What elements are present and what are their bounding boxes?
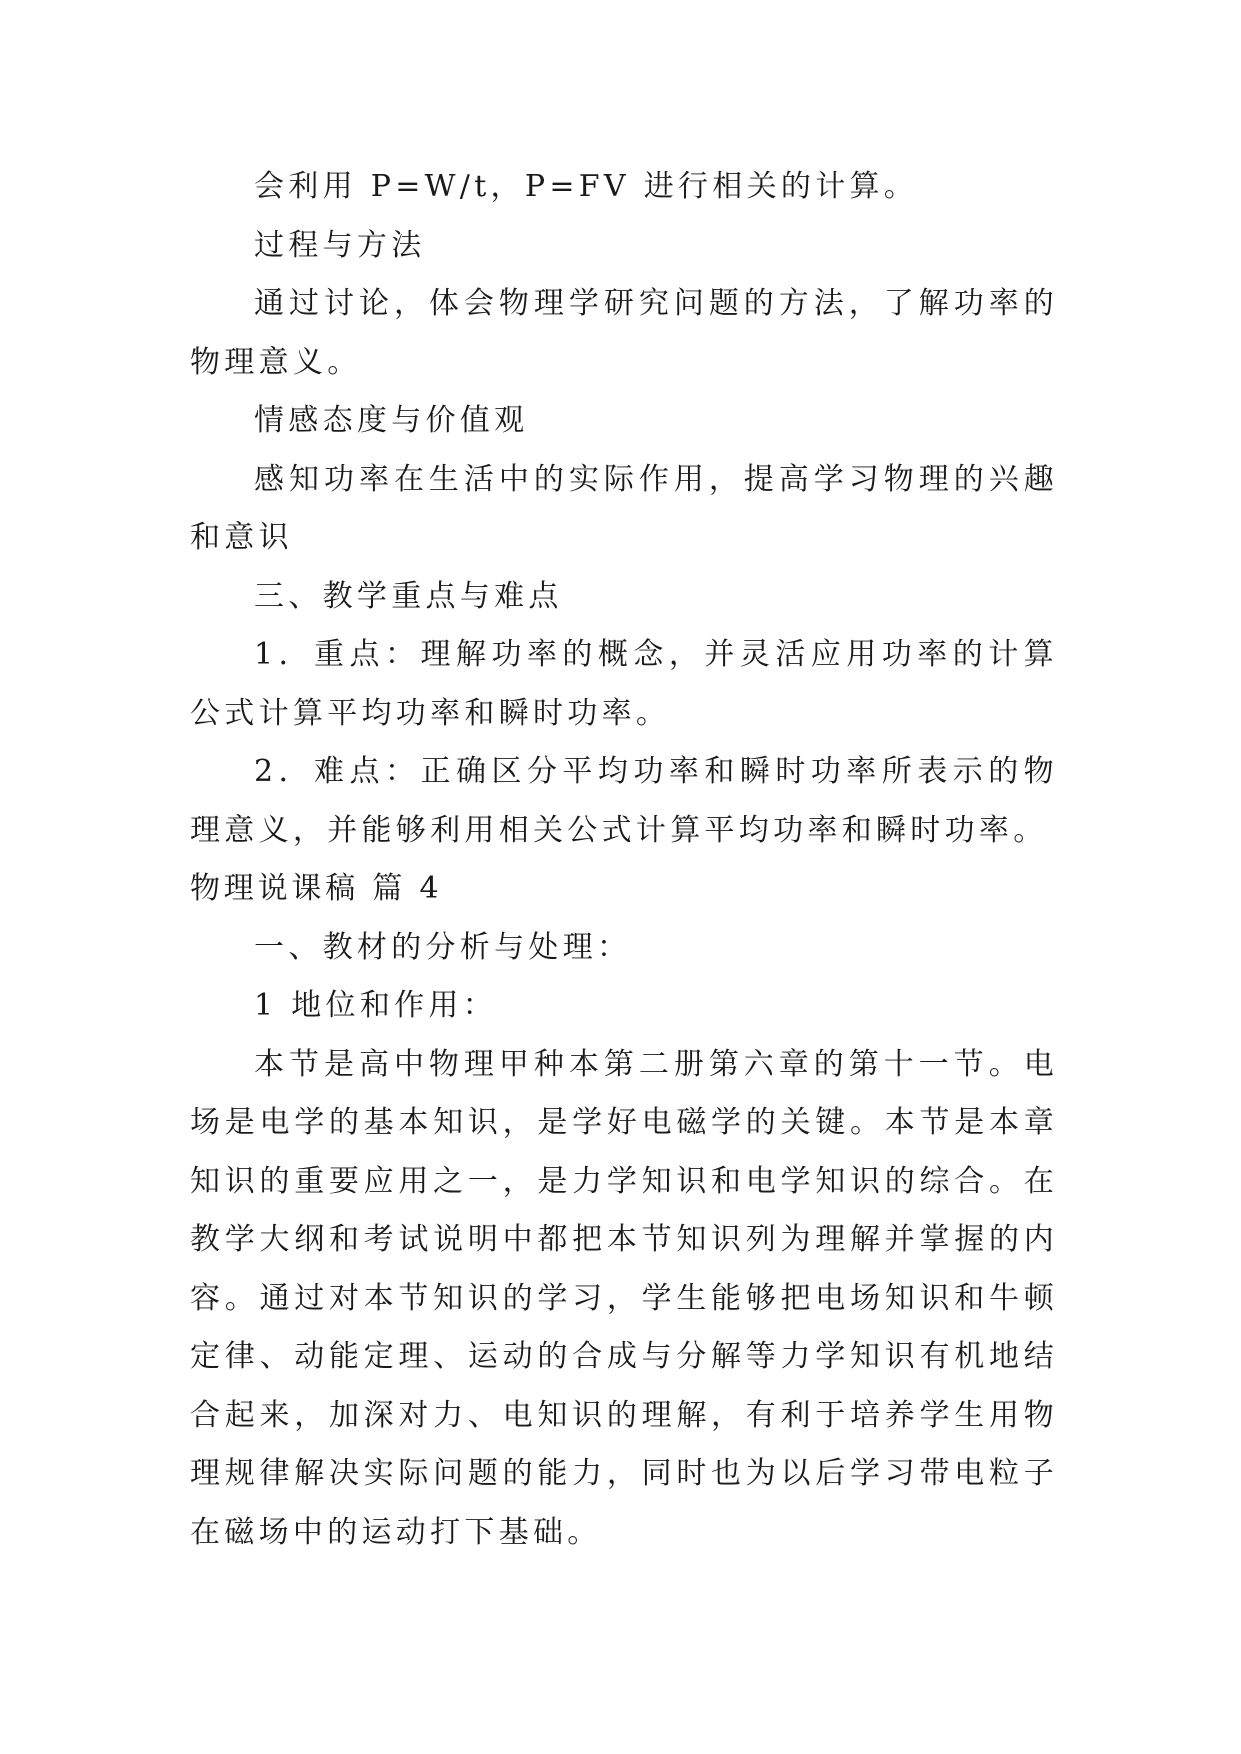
paragraph-section-description: 本节是高中物理甲种本第二册第六章的第十一节。电场是电学的基本知识，是学好电磁学的关键。本节是本章知识的重要应用之一，是力学知识和电学知识的综合。在教学大纲和考试说明中都把本节知识列为理解并掌握的内容。通过对本节知识的学习，学生能够把电场知识和牛顿定律、动能定理、运动的合成与分解等力学知识有机地结合起来，加深对力、电知识的理解，有利于培养学生用物理规律解决实际问题的能力，同时也为以后学习带电粒子在磁场中的运动打下基础。 <box>190 1046 1058 1550</box>
paragraph-perception: 感知功率在生活中的实际作用，提高学习物理的兴趣和意识 <box>190 461 1058 555</box>
paragraph-emotion-heading: 情感态度与价值观 <box>254 403 529 438</box>
section-title: 物理说课稿 篇 4 <box>190 871 443 906</box>
paragraph-role-heading: 1 地位和作用： <box>254 988 498 1023</box>
paragraph-formula-usage: 会利用 P=W/t，P=FV 进行相关的计算。 <box>254 169 919 204</box>
paragraph-process-method-heading: 过程与方法 <box>254 227 426 263</box>
paragraph-key-point-1: 1．重点：理解功率的概念，并灵活应用功率的计算公式计算平均功率和瞬时功率。 <box>190 637 1058 731</box>
paragraph-key-point-2: 2．难点：正确区分平均功率和瞬时功率所表示的物理意义，并能够利用相关公式计算平均功率和瞬时功率。 <box>190 754 1058 848</box>
paragraph-textbook-analysis-heading: 一、教材的分析与处理： <box>254 929 632 965</box>
paragraph-key-points-heading: 三、教学重点与难点 <box>254 578 563 614</box>
document-body <box>190 158 1058 1562</box>
paragraph-discussion: 通过讨论，体会物理学研究问题的方法，了解功率的物理意义。 <box>190 286 1058 380</box>
